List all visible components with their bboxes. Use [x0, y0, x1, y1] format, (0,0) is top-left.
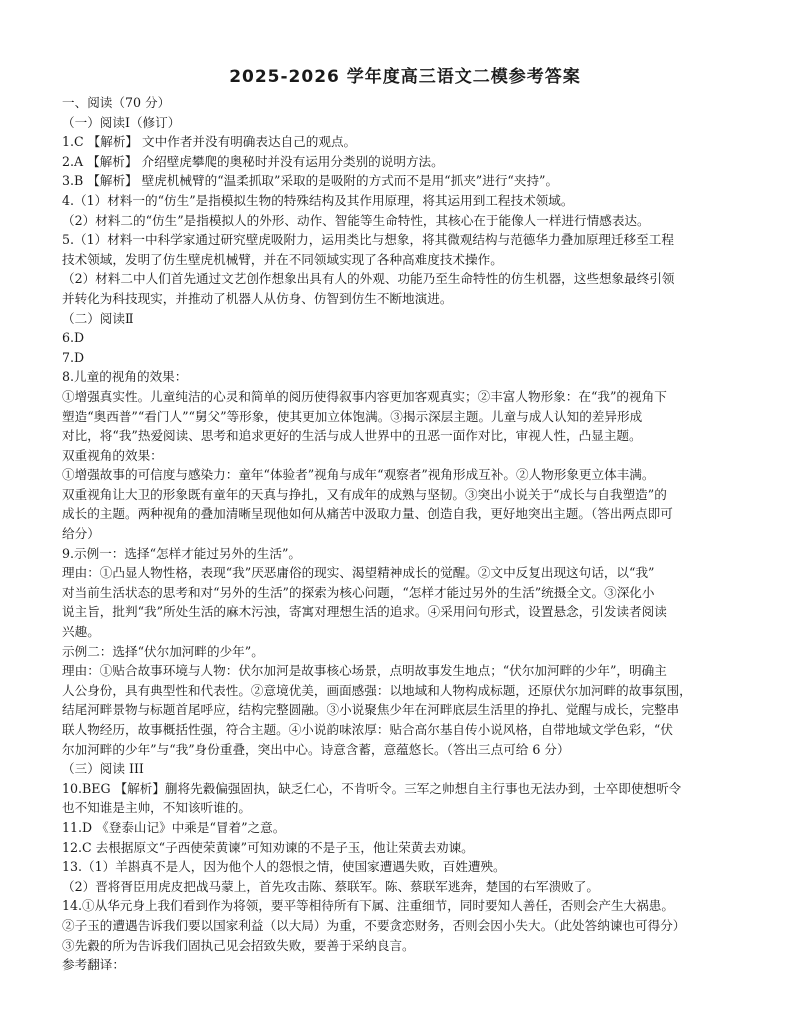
text-line: 9.示例一：选择“怎样才能过另外的生活”。 — [62, 545, 301, 561]
text-line: ①增强故事的可信度与感染力：童年“体验者”视角与成年“观察者”视角形成互补。②人物形象更立体丰满。 — [62, 467, 655, 483]
text-line: 示例二：选择“伏尔加河畔的少年”。 — [62, 643, 264, 659]
text-line: 12.C 去根据原文“子西使荣黄谏”可知劝谏的不是子玉，他让荣黄去劝谏。 — [62, 839, 474, 855]
text-line: 3.B 【解析】 壁虎机械臂的“温柔抓取”采取的是吸附的方式而不是用“抓夹”进行“夹持”。 — [62, 173, 559, 189]
text-line: 塑造“奥西普”“看门人”“舅父”等形象，使其更加立体饱满。③揭示深层主题。儿童与成人认知的差异形成 — [62, 408, 643, 424]
text-line: 成长的主题。两种视角的叠加清晰呈现他如何从痛苦中汲取力量、创造自我，更好地突出主题。（答出两点即可 — [62, 506, 673, 522]
text-line: 13.（1）羊斟真不是人，因为他个人的怨恨之情，使国家遭遇失败，百姓遭殃。 — [62, 859, 506, 875]
text-line: ②子玉的遭遇告诉我们要以国家利益（以大局）为重，不要贪恋财务，否则会因小失大。（此处答纳谏也可得分） — [62, 917, 686, 933]
text-line: 双重视角的效果： — [62, 447, 163, 463]
text-line: 14.①从华元身上我们看到作为将领，要平等相待所有下属、注重细节，同时要知人善任，否则会产生大祸患。 — [62, 898, 674, 914]
text-line: ①增强真实性。儿童纯洁的心灵和简单的阅历使得叙事内容更加客观真实；②丰富人物形象：在“我”的视角下 — [62, 388, 667, 404]
text-line: ③先縠的所为告诉我们固执己见会招致失败，要善于采纳良言。 — [62, 937, 415, 953]
text-line: 并转化为科技现实，并推动了机器人从仿身、仿智到仿生不断地演进。 — [62, 290, 453, 306]
text-line: 双重视角让大卫的形象既有童年的天真与挣扎，又有成年的成熟与坚韧。③突出小说关于“成长与自我塑造”的 — [62, 486, 667, 502]
text-line: 兴趣。 — [62, 624, 100, 640]
text-line: 5.（1）材料一中科学家通过研究壁虎吸附力，运用类比与想象，将其微观结构与范德华力叠加原理迁移至工程 — [62, 232, 674, 248]
text-line: （一）阅读Ⅰ（修订） — [62, 114, 181, 130]
text-line: 8.儿童的视角的效果： — [62, 369, 188, 385]
text-line: 理由：①贴合故事环境与人物：伏尔加河是故事核心场景，点明故事发生地点；“伏尔加河畔的少年”，明确主 — [62, 663, 667, 679]
text-line: 参考翻译： — [62, 957, 125, 973]
text-line: 理由：①凸显人物性格，表现“我”厌恶庸俗的现实、渴望精神成长的觉醒。②文中反复出现这句话，以“我” — [62, 565, 655, 581]
text-line: 6.D — [62, 330, 85, 346]
text-line: 10.BEG 【解析】蒯将先縠偏强固执，缺乏仁心，不肯听令。三军之帅想自主行事也无法办到，士卒即使想听令 — [62, 780, 682, 796]
text-line: 11.D 《登泰山记》中乘是“冒着”之意。 — [62, 819, 286, 835]
text-line: 2.A 【解析】 介绍壁虎攀爬的奥秘时并没有运用分类别的说明方法。 — [62, 153, 444, 169]
text-line: 1.C 【解析】 文中作者并没有明确表达自己的观点。 — [62, 134, 357, 150]
text-line: 对比，将“我”热爱阅读、思考和追求更好的生活与成人世界中的丑恶一面作对比，审视人性，凸显主题。 — [62, 428, 642, 444]
text-line: 结尾河畔景物与标题首尾呼应，结构完整圆融。③小说聚焦少年在河畔底层生活里的挣扎、觉醒与成长，完整串 — [62, 702, 680, 718]
text-line: 尔加河畔的少年”与“我”身份重叠，突出中心。诗意含蓄，意蕴悠长。（答出三点可给 6 分） — [62, 741, 570, 757]
text-line: 给分） — [62, 526, 100, 542]
text-line: 7.D — [62, 349, 85, 365]
text-line: （2）材料二的“仿生”是指模拟人的外形、动作、智能等生命特性，其核心在于能像人一样进行情感表达。 — [62, 212, 650, 228]
text-line: 一、阅读（70 分） — [62, 95, 171, 110]
text-line: 联人物经历，故事概括性强，符合主题。④小说韵味浓厚：贴合高尔基自传小说风格，自带地域文学色彩，“伏 — [62, 722, 673, 737]
text-line: 说主旨，批判“我”所处生活的麻木污浊，寄寓对理想生活的追求。④采用问句形式，设置悬念，引发读者阅读 — [62, 604, 667, 620]
document-title: 2025-2026 学年度高三语文二模参考答案 — [229, 67, 581, 87]
text-line: 技术领域，发明了仿生壁虎机械臂，并在不同领域实现了各种高难度技术操作。 — [62, 251, 503, 267]
text-line: （二）阅读Ⅱ — [62, 310, 134, 326]
document-body — [62, 93, 748, 975]
text-line: 也不知谁是主帅，不知该听谁的。 — [62, 800, 251, 816]
text-line: （三）阅读 III — [62, 761, 144, 777]
text-line: （2）材料二中人们首先通过文艺创作想象出具有人的外观、功能乃至生命特性的仿生机器，这些想象最终引领 — [62, 271, 675, 287]
text-line: 人公身份，具有典型性和代表性。②意境优美，画面感强：以地域和人物构成标题，还原伏尔加河畔的故事氛围， — [62, 682, 692, 698]
text-line: 对当前生活状态的思考和对“另外的生活”的探索为核心问题，“怎样才能过另外的生活”统摄全文。③深化小 — [62, 584, 655, 600]
text-line: 4.（1）材料一的“仿生”是指模拟生物的特殊结构及其作用原理，将其运用到工程技术领域。 — [62, 192, 574, 208]
text-line: （2）晋将胥臣用虎皮把战马蒙上，首先攻击陈、蔡联军。陈、蔡联军逃奔，楚国的右军溃败了。 — [62, 878, 599, 894]
